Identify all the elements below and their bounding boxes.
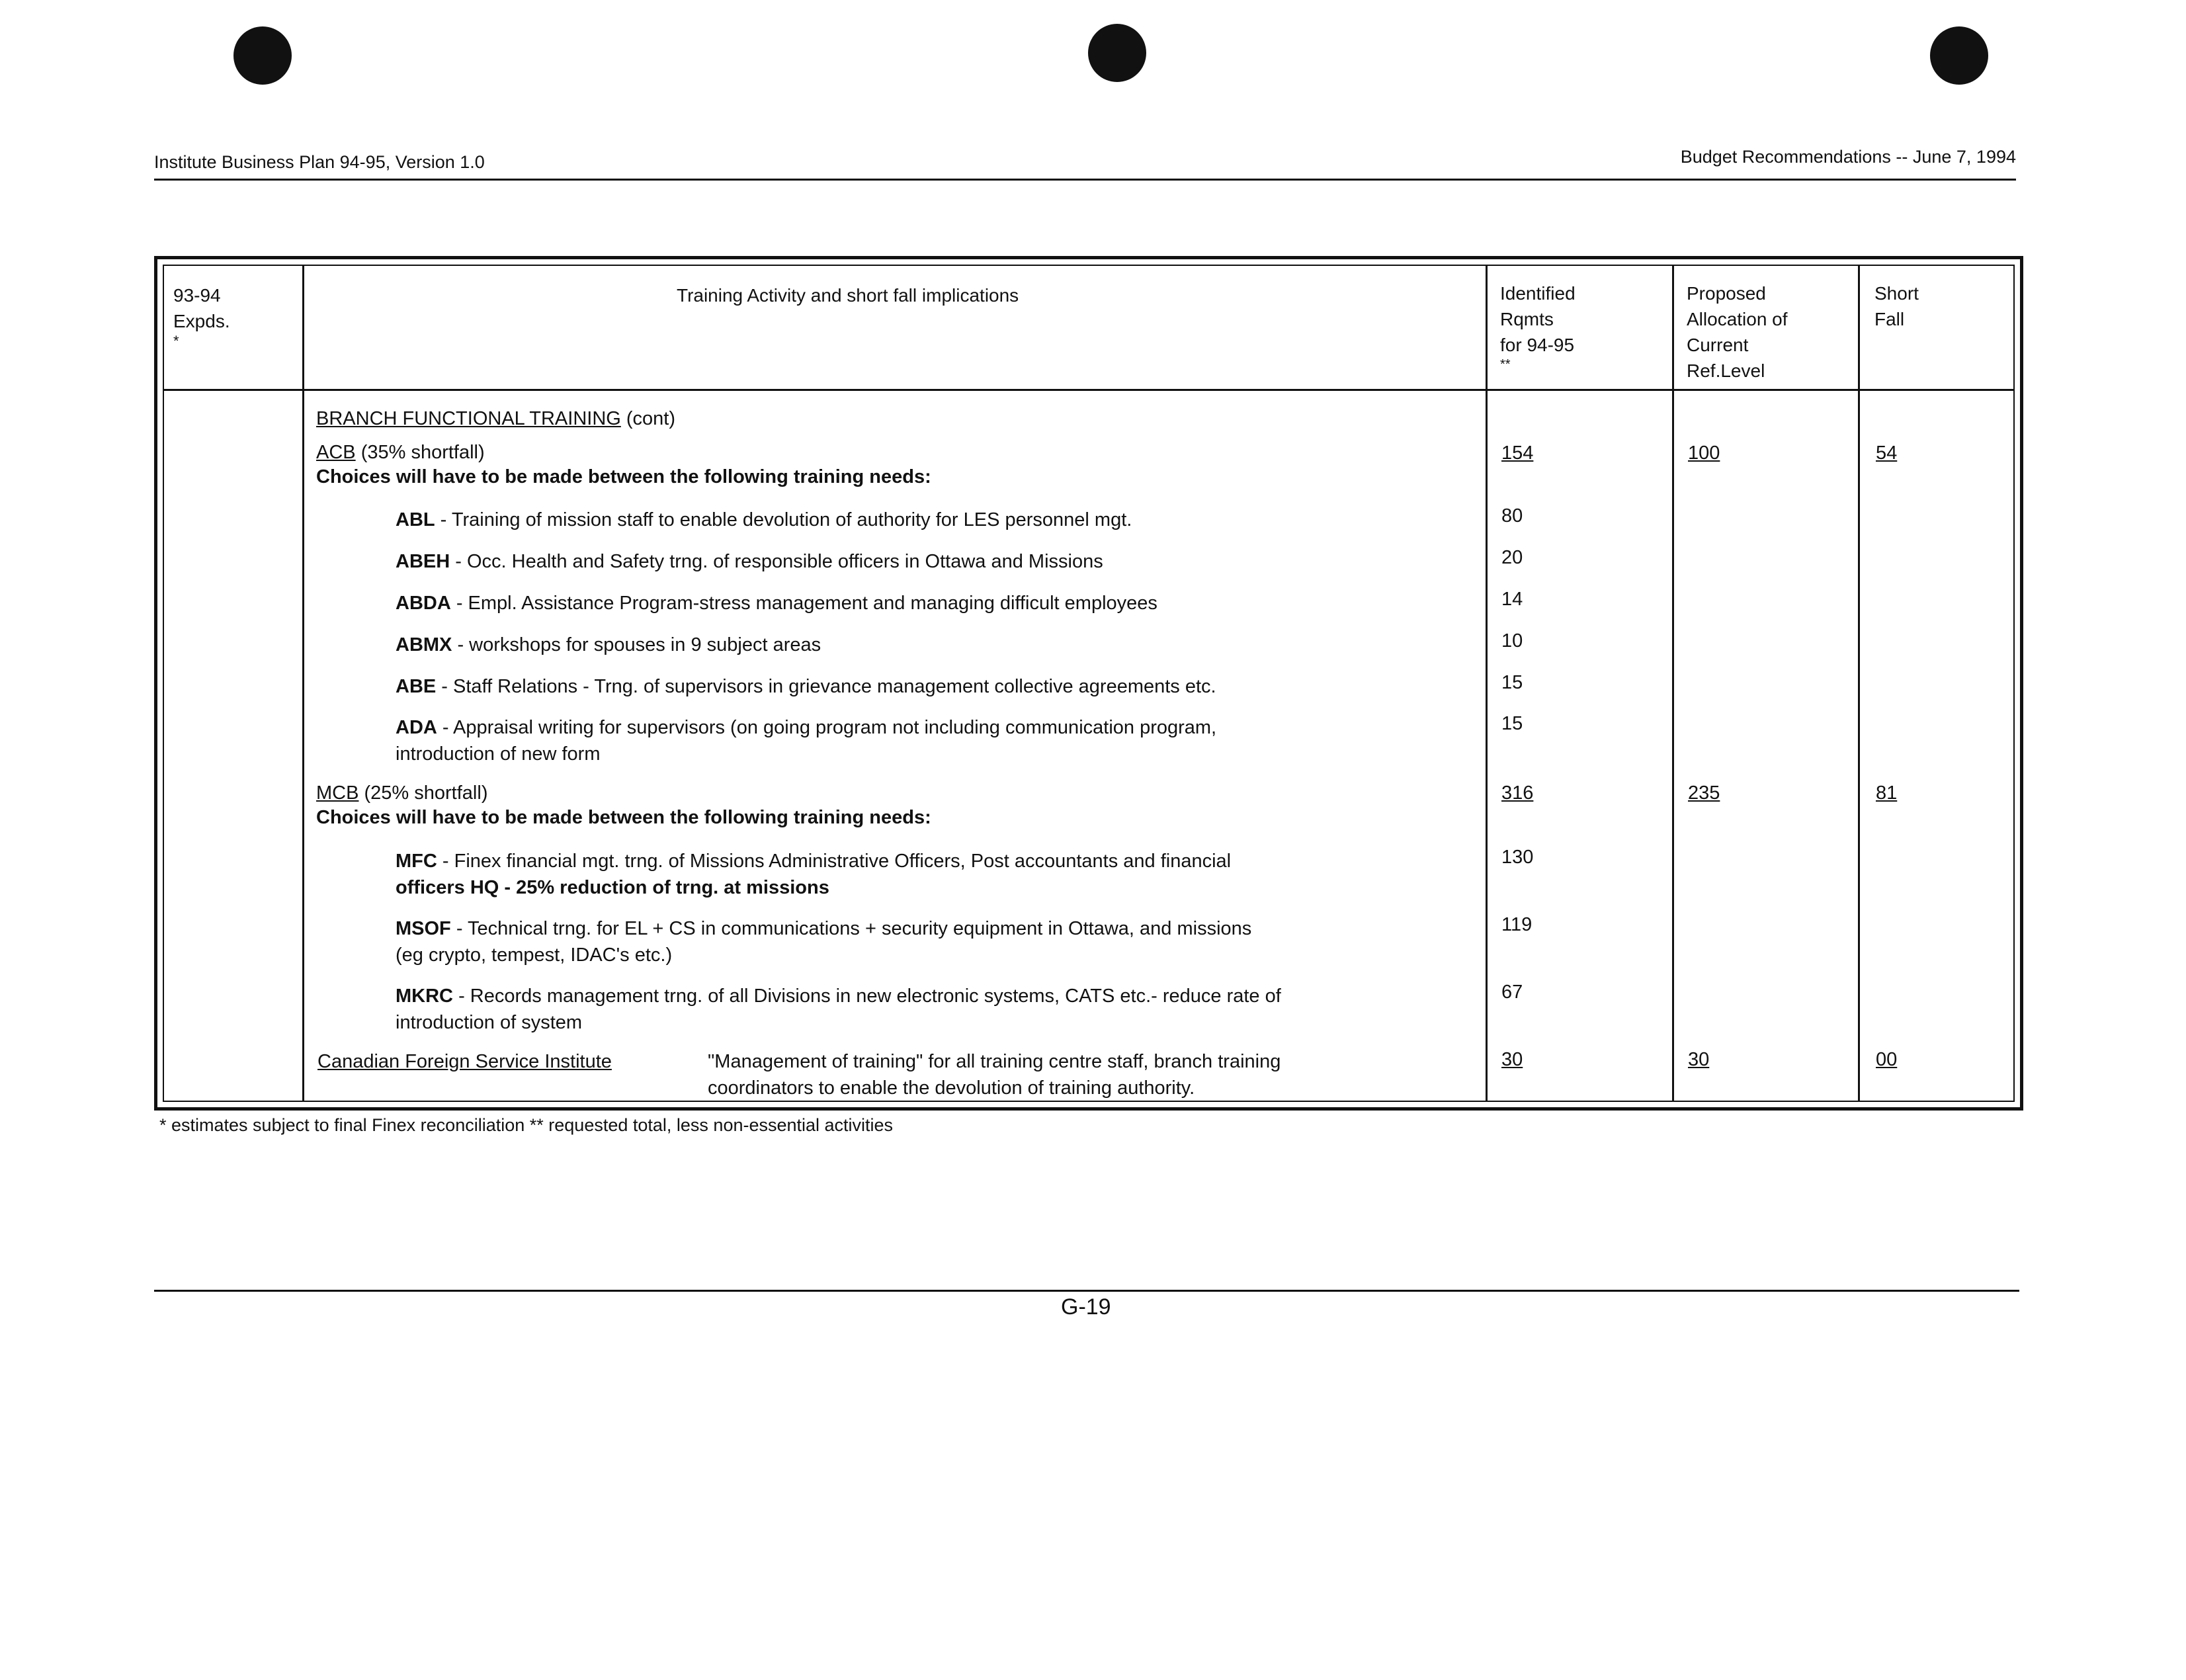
page-number: G-19 bbox=[1061, 1294, 1111, 1320]
acb-item-ada-cont: introduction of new form bbox=[396, 743, 601, 765]
acb-item-abe: ABE - Staff Relations - Trng. of supervisors in grievance management collective agreements etc. bbox=[396, 676, 1216, 697]
acb-item-abeh: ABEH - Occ. Health and Safety trng. of responsible officers in Ottawa and Missions bbox=[396, 551, 1103, 572]
cfsi-text-cont: coordinators to enable the devolution of training authority. bbox=[708, 1077, 1195, 1099]
budget-table-inner bbox=[163, 265, 2015, 1102]
mcb-identified: 316 bbox=[1501, 782, 1534, 804]
header-left: Institute Business Plan 94-95, Version 1.0 bbox=[154, 152, 485, 172]
acb-item-abl-value: 80 bbox=[1501, 505, 1523, 526]
col-head-activity: Training Activity and short fall implications bbox=[677, 285, 1019, 306]
acb-item-ada: ADA - Appraisal writing for supervisors (on going program not including communication program, bbox=[396, 717, 1217, 738]
header-rule bbox=[154, 179, 2016, 181]
mcb-item-mfc-cont: officers HQ - 25% reduction of trng. at missions bbox=[396, 877, 829, 898]
cfsi-name: Canadian Foreign Service Institute bbox=[317, 1051, 612, 1072]
cfsi-proposed: 30 bbox=[1688, 1049, 1710, 1070]
punch-hole-right bbox=[1930, 26, 1988, 85]
acb-item-abmx: ABMX - workshops for spouses in 9 subject areas bbox=[396, 634, 821, 655]
mcb-item-mfc: MFC - Finex financial mgt. trng. of Missions Administrative Officers, Post accountants and financial bbox=[396, 851, 1232, 872]
mcb-intro: Choices will have to be made between the following training needs: bbox=[316, 807, 931, 828]
punch-hole-center bbox=[1088, 24, 1146, 82]
header-right: Budget Recommendations -- June 7, 1994 bbox=[1680, 147, 2016, 167]
acb-item-abda: ABDA - Empl. Assistance Program-stress management and managing difficult employees bbox=[396, 593, 1157, 614]
acb-item-abe-value: 15 bbox=[1501, 672, 1523, 693]
footer-rule bbox=[154, 1290, 2019, 1292]
cfsi-text: "Management of training" for all training centre staff, branch training bbox=[708, 1051, 1281, 1072]
punch-hole-left bbox=[233, 26, 292, 85]
mcb-item-mfc-value: 130 bbox=[1501, 847, 1534, 868]
acb-item-abl: ABL - Training of mission staff to enable devolution of authority for LES personnel mgt. bbox=[396, 509, 1132, 530]
cfsi-shortfall: 00 bbox=[1876, 1049, 1898, 1070]
cfsi-identified: 30 bbox=[1501, 1049, 1523, 1070]
col-divider-3 bbox=[1672, 266, 1674, 1101]
mcb-item-msof-cont: (eg crypto, tempest, IDAC's etc.) bbox=[396, 945, 673, 966]
acb-intro: Choices will have to be made between the following training needs: bbox=[316, 466, 931, 487]
mcb-shortfall: 81 bbox=[1876, 782, 1898, 804]
mcb-proposed: 235 bbox=[1688, 782, 1720, 804]
budget-table bbox=[154, 256, 2023, 1111]
acb-item-abmx-value: 10 bbox=[1501, 630, 1523, 651]
mcb-item-msof: MSOF - Technical trng. for EL + CS in communications + security equipment in Ottawa, and missions bbox=[396, 918, 1252, 939]
col-head-proposed: Proposed Allocation of Current Ref.Level bbox=[1687, 283, 1788, 381]
acb-item-abeh-value: 20 bbox=[1501, 547, 1523, 568]
col-divider-1 bbox=[302, 266, 304, 1101]
acb-identified: 154 bbox=[1501, 442, 1534, 464]
mcb-item-mkrc: MKRC - Records management trng. of all Divisions in new electronic systems, CATS etc.- reduce rate of bbox=[396, 986, 1281, 1007]
col-head-shortfall: Short Fall bbox=[1874, 283, 1919, 329]
acb-shortfall: 54 bbox=[1876, 442, 1898, 464]
col-head-identified: Identified Rqmts for 94-95 ** bbox=[1500, 283, 1576, 372]
header-row-divider bbox=[164, 389, 2013, 391]
mcb-item-mkrc-value: 67 bbox=[1501, 982, 1523, 1003]
mcb-item-mkrc-cont: introduction of system bbox=[396, 1012, 583, 1033]
footnote: * estimates subject to final Finex reconciliation ** requested total, less non-essential activities bbox=[159, 1115, 894, 1135]
acb-item-ada-value: 15 bbox=[1501, 713, 1523, 734]
col-divider-2 bbox=[1486, 266, 1488, 1101]
acb-heading: ACB (35% shortfall) bbox=[316, 442, 485, 463]
acb-proposed: 100 bbox=[1688, 442, 1720, 464]
col-head-expds: 93-94 Expds. * bbox=[173, 285, 230, 349]
mcb-heading: MCB (25% shortfall) bbox=[316, 782, 488, 804]
acb-item-abda-value: 14 bbox=[1501, 589, 1523, 610]
section-title: BRANCH FUNCTIONAL TRAINING (cont) bbox=[316, 408, 676, 429]
col-divider-4 bbox=[1858, 266, 1860, 1101]
mcb-item-msof-value: 119 bbox=[1501, 914, 1533, 935]
